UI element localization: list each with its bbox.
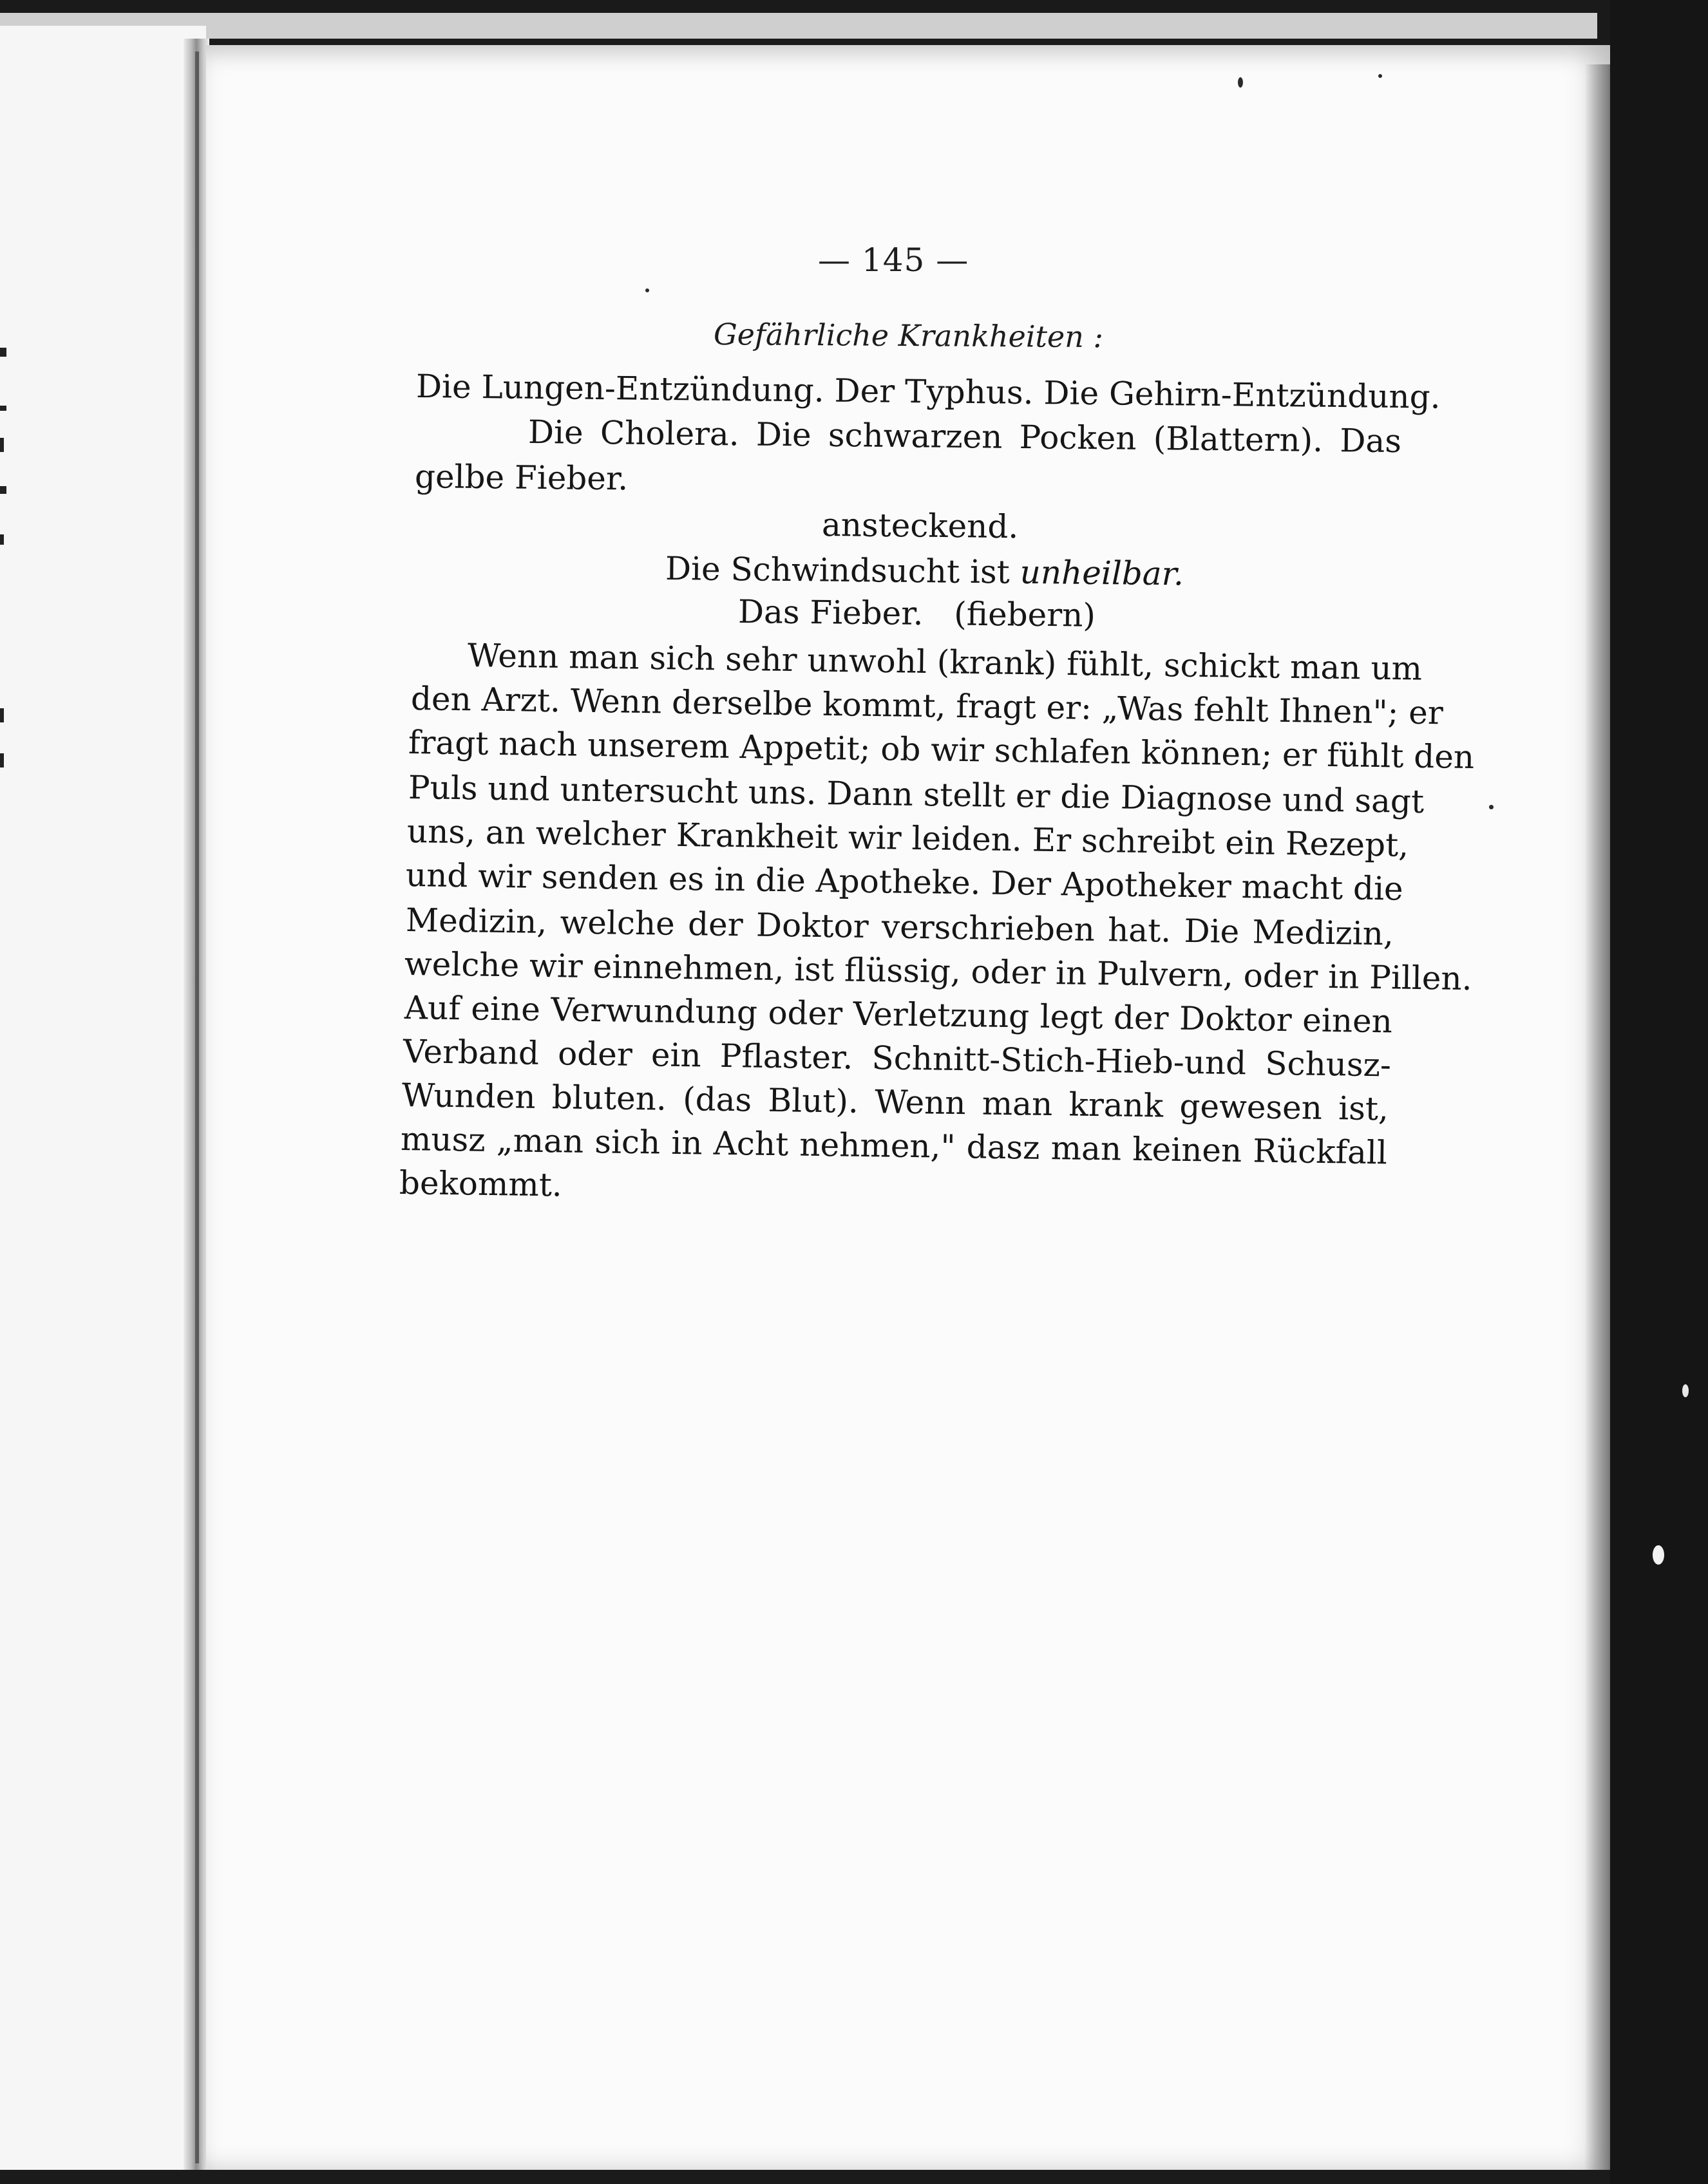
consumption-prefix: Die Schwindsucht ist bbox=[665, 550, 1020, 591]
dust-speck bbox=[1489, 805, 1494, 809]
paragraph-line: welche wir einnehmen, ist flüssig, oder in Pulvern, oder in Pillen. bbox=[404, 945, 1472, 998]
paragraph-line: Medizin, welche der Doktor verschrieben hat. Die Medizin, bbox=[405, 901, 1394, 953]
paragraph-line: Auf eine Verwundung oder Verletzung legt der Doktor einen bbox=[404, 989, 1393, 1040]
disease-list-line-2: Die Cholera. Die schwarzen Pocken (Blattern). Das bbox=[527, 413, 1402, 460]
scan-top-border bbox=[0, 0, 1708, 39]
text-fragment bbox=[0, 534, 4, 545]
dust-speck bbox=[1378, 74, 1382, 78]
text-fragment bbox=[0, 708, 4, 722]
scan-top-page-edge bbox=[0, 13, 1597, 39]
text-fragment bbox=[0, 486, 6, 494]
disease-list-line-3: gelbe Fieber. bbox=[414, 458, 629, 498]
scan-right-border bbox=[1610, 0, 1708, 2184]
text-fragment bbox=[0, 438, 4, 452]
fever-heading: Das Fieber. (fiebern) bbox=[737, 593, 1096, 634]
paragraph-line: fragt nach unserem Appetit; ob wir schlafen können; er fühlt den bbox=[408, 724, 1475, 777]
text-fragment bbox=[0, 753, 4, 767]
paragraph-line: Wunden bluten. (das Blut). Wenn man krank gewesen ist, bbox=[401, 1077, 1389, 1128]
facing-page-left bbox=[0, 26, 206, 2170]
dust-speck bbox=[1238, 77, 1243, 88]
text-fragment bbox=[0, 406, 6, 411]
section-heading: Gefährliche Krankheiten : bbox=[713, 317, 1104, 355]
paragraph-line: und wir senden es in die Apotheke. Der Apotheker macht die bbox=[405, 856, 1404, 908]
paragraph-line: Wenn man sich sehr unwohl (krank) fühlt, schickt man um bbox=[467, 637, 1423, 688]
paragraph-line: Puls und untersucht uns. Dann stellt er die Diagnose und sagt bbox=[408, 769, 1425, 821]
text-fragment bbox=[0, 348, 6, 357]
paragraph-line: Verband oder ein Pflaster. Schnitt-Stich-Hieb-und Schusz- bbox=[403, 1033, 1392, 1084]
page-number: — 145 — bbox=[818, 241, 969, 279]
consumption-emphasis: unheilbar. bbox=[1020, 553, 1184, 593]
dust-speck bbox=[1653, 1545, 1664, 1565]
paragraph-last-line: bekommt. bbox=[399, 1164, 563, 1204]
dust-speck bbox=[645, 288, 649, 292]
gutter-shadow-line bbox=[195, 52, 199, 2163]
consumption-sentence bbox=[665, 550, 1184, 593]
paragraph-line: uns, an welcher Krankheit wir leiden. Er schreibt ein Rezept, bbox=[406, 813, 1409, 864]
facing-page-text-fragments bbox=[0, 309, 19, 824]
paragraph-line: den Arzt. Wenn derselbe kommt, fragt er: „Was fehlt Ihnen"; er bbox=[410, 680, 1444, 732]
disease-list-line-1: Die Lungen-Entzündung. Der Typhus. Die Gehirn-Entzündung. bbox=[415, 368, 1441, 416]
contagious-note: ansteckend. bbox=[821, 506, 1019, 546]
dust-speck bbox=[1682, 1384, 1689, 1397]
paragraph-line: musz „man sich in Acht nehmen," dasz man keinen Rückfall bbox=[400, 1120, 1388, 1172]
